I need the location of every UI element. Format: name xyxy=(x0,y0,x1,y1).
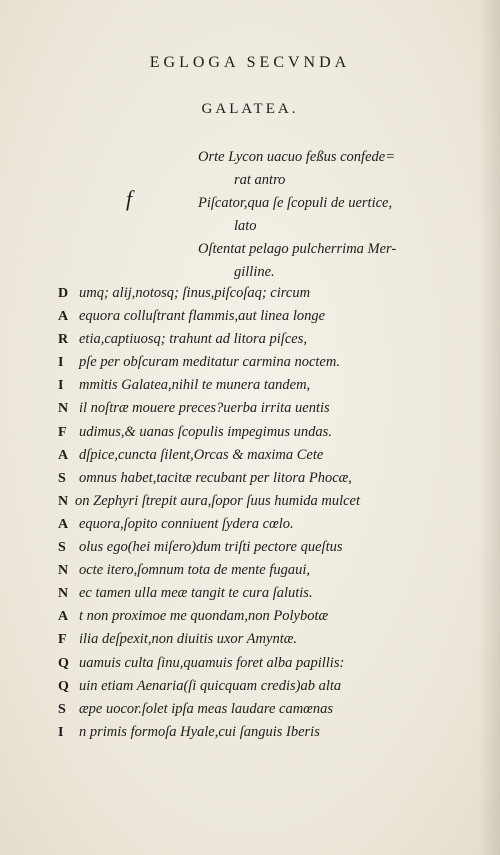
verse-line xyxy=(58,701,478,724)
verse-text: octe itero,ſomnum tota de mente fugaui, xyxy=(79,562,311,579)
verse-text: pſe per obſcuram meditatur carmina noctem. xyxy=(79,354,340,371)
verse-line xyxy=(58,285,478,308)
verse-text: mmitis Galatea,nihil te munera tandem, xyxy=(79,377,311,394)
verse-text: udimus,& uanas ſcopulis impegimus undas. xyxy=(79,423,332,440)
verse-line xyxy=(58,331,478,354)
verse-line xyxy=(58,608,478,631)
verse-line xyxy=(58,377,478,400)
verse-initial: I xyxy=(58,355,64,371)
verse-line xyxy=(58,562,478,585)
verse-initial: S xyxy=(58,701,66,717)
verse-initial: N xyxy=(58,493,69,509)
verse-initial: S xyxy=(58,470,66,486)
verse-text: on Zephyri ſtrepit aura,ſopor ſuus humida mulcet xyxy=(75,492,361,509)
verse-initial: N xyxy=(58,401,69,417)
verse-line xyxy=(58,678,478,701)
verse-initial: I xyxy=(58,378,64,394)
verse-initial: Q xyxy=(58,655,69,671)
verse-line xyxy=(58,493,478,516)
verse-text: equora colluſtrant flammis,aut linea longe xyxy=(79,308,326,325)
intro-line: lato xyxy=(234,218,257,234)
verse-initial: S xyxy=(58,540,66,556)
verse-line xyxy=(58,516,478,539)
intro-line: Orte Lycon uacuo feßus confede= xyxy=(198,149,395,165)
verse-initial: F xyxy=(58,632,67,648)
verse-initial: A xyxy=(58,516,69,532)
verse-line xyxy=(58,631,478,654)
verse-line xyxy=(58,424,478,447)
verse-initial: N xyxy=(58,563,69,579)
running-head: EGLOGA SECVNDA xyxy=(149,54,351,71)
verse-line xyxy=(58,655,478,678)
verse-text: dſpice,cuncta ſilent,Orcas & maxima Cete xyxy=(79,446,324,463)
verse-line xyxy=(58,585,478,608)
poem-title: GALATEA. xyxy=(201,101,299,117)
verse-line xyxy=(58,470,478,493)
verse-initial: N xyxy=(58,586,69,602)
verse-text: olus ego(hei miſero)dum triſti pectore queſtus xyxy=(79,539,343,556)
verse-text: umq; alij,notosq; ſinus,piſcoſaq; circum xyxy=(79,285,311,301)
verse-initial: A xyxy=(58,447,69,463)
verse-line xyxy=(58,724,478,747)
verse-initial: D xyxy=(58,286,69,301)
intro-line: Piſcator,qua ſe ſcopuli de uertice, xyxy=(198,195,393,211)
margin-letter: f xyxy=(126,186,133,211)
verse-text: il noſtræ mouere preces?uerba irrita uentis xyxy=(79,400,330,417)
verse-initial: F xyxy=(58,424,67,440)
verse-initial: A xyxy=(58,609,69,625)
verse-line xyxy=(58,308,478,331)
verse-text: uamuis culta ſinu,quamuis foret alba papillis: xyxy=(79,654,345,671)
verse-text: æpe uocor.ſolet ipſa meas laudare camœnas xyxy=(79,700,333,717)
verse-text: ilia deſpexit,non diuitis uxor Amyntæ. xyxy=(79,631,298,648)
verse-block xyxy=(58,285,478,747)
page-edge-shadow xyxy=(478,0,500,855)
verse-initial: R xyxy=(58,332,69,348)
verse-text: uin etiam Aenaria(ſi quicquam credis)ab alta xyxy=(79,677,342,694)
verse-initial: Q xyxy=(58,678,69,694)
verse-line xyxy=(58,539,478,562)
verse-text: omnus habet,tacitæ recubant per litora Phocæ, xyxy=(79,469,352,486)
intro-line: rat antro xyxy=(234,172,286,188)
intro-line: gilline. xyxy=(234,264,275,280)
verse-text: ec tamen ulla meæ tangit te cura ſalutis. xyxy=(79,585,313,602)
verse-line xyxy=(58,400,478,423)
verse-text: etia,captiuosq; trahunt ad litora piſces, xyxy=(79,331,307,348)
verse-line xyxy=(58,354,478,377)
verse-initial: A xyxy=(58,309,69,325)
intro-stanza xyxy=(198,146,468,284)
verse-line xyxy=(58,447,478,470)
intro-line: Oſtentat pelago pulcherrima Mer- xyxy=(198,241,397,257)
verse-initial: I xyxy=(58,724,64,740)
verse-text: t non proximoe me quondam,non Polybotæ xyxy=(79,608,329,625)
verse-text: n primis formoſa Hyale,cui ſanguis Iberis xyxy=(79,723,320,740)
verse-text: equora,ſopito conniuent ſydera cœlo. xyxy=(79,515,294,532)
